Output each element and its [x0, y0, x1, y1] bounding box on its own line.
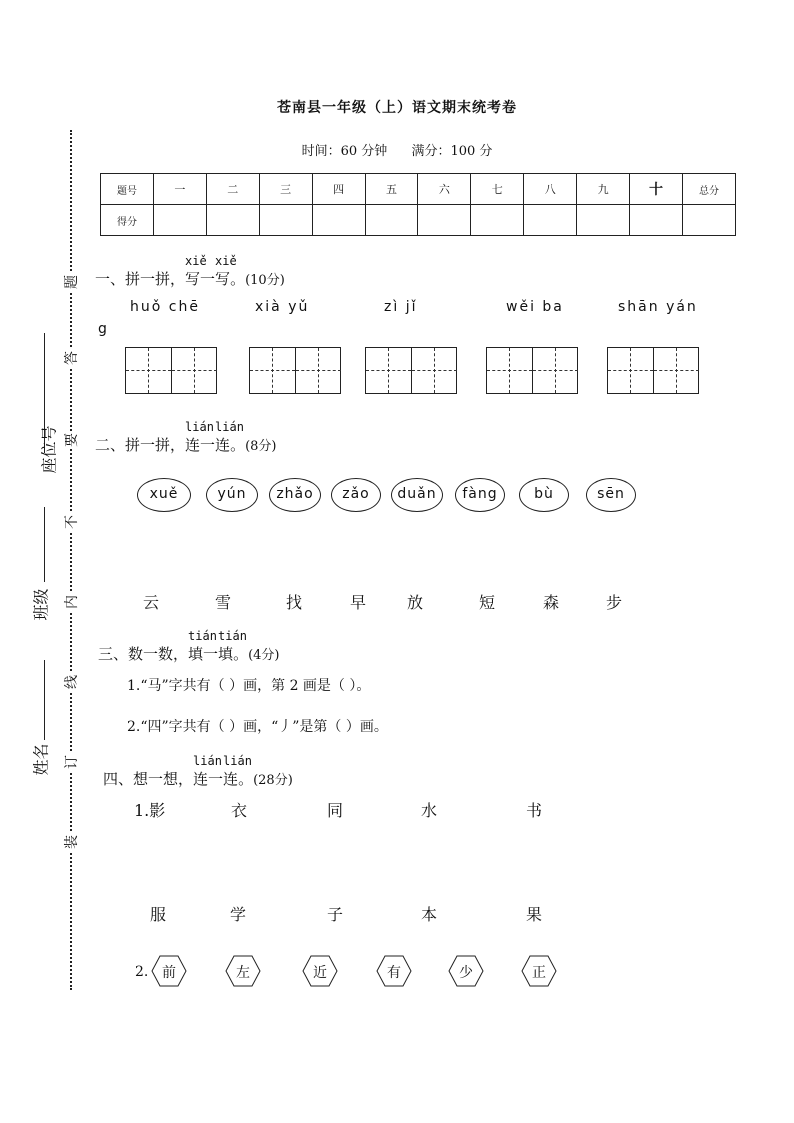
match-word-bottom[interactable]: 学	[229, 905, 246, 924]
binding-char: 答	[61, 349, 81, 367]
name-label: 姓名	[31, 743, 51, 776]
binding-char: 不	[61, 513, 81, 531]
pinyin-oval[interactable]: yún	[206, 478, 258, 512]
score-cell[interactable]	[577, 205, 630, 236]
hexagon-label: 左	[236, 965, 250, 981]
grid-cell[interactable]	[532, 348, 578, 393]
name-line[interactable]	[44, 660, 45, 740]
writing-grid[interactable]	[607, 347, 699, 394]
exam-total-score: 满分：100 分	[411, 144, 493, 159]
grid-cell[interactable]	[171, 348, 217, 393]
match-word-top[interactable]: 衣	[230, 801, 247, 820]
writing-grid[interactable]	[486, 347, 578, 394]
hexagon-char[interactable]	[448, 955, 484, 987]
binding-char: 题	[61, 273, 81, 291]
pinyin-group: shān yán	[618, 299, 698, 315]
grid-cell[interactable]	[411, 348, 457, 393]
page-title: 苍南县一年级（上）语文期末统考卷	[277, 100, 517, 116]
section1-heading: 一、拼一拼， xiě 写一 xiě 写。(10分)	[95, 254, 285, 288]
hanzi-target[interactable]: 找	[285, 593, 302, 612]
score-table-col-total: 总分	[682, 174, 735, 205]
score-table-score-row	[101, 205, 736, 236]
binding-char: 内	[61, 593, 81, 611]
pinyin-oval[interactable]: sēn	[586, 478, 636, 512]
hanzi-target[interactable]: 森	[542, 593, 559, 612]
score-table-row-label: 得分	[101, 205, 154, 236]
binding-line	[70, 130, 72, 990]
seat-number-label: 座位号	[39, 425, 59, 474]
grid-cell[interactable]	[250, 348, 295, 393]
score-cell[interactable]	[418, 205, 471, 236]
exam-info	[0, 140, 794, 159]
score-cell[interactable]	[312, 205, 365, 236]
pinyin-group: huǒ chē	[130, 299, 200, 315]
grid-cell[interactable]	[366, 348, 411, 393]
score-table-col: 六	[418, 174, 471, 205]
hexagon-label: 有	[387, 965, 401, 981]
score-table-col: 五	[365, 174, 418, 205]
pinyin-oval[interactable]: duǎn	[391, 478, 443, 512]
binding-char: 装	[61, 833, 81, 851]
pinyin-group: xià yǔ	[255, 299, 310, 315]
hexagon-label: 近	[313, 965, 327, 981]
grid-cell[interactable]	[295, 348, 341, 393]
score-table-row-label: 题号	[101, 174, 154, 205]
name-field	[18, 743, 58, 788]
hexagon-char[interactable]	[521, 955, 557, 987]
match-word-top[interactable]: 同	[326, 801, 343, 820]
match-word-bottom[interactable]: 本	[420, 905, 437, 924]
hexagon-label: 正	[532, 965, 546, 981]
binding-char: 线	[61, 673, 81, 691]
pinyin-group: zì jǐ	[384, 299, 418, 315]
hexagon-char[interactable]	[302, 955, 338, 987]
match-word-bottom[interactable]: 子	[326, 905, 343, 924]
match-word-bottom[interactable]: 果	[525, 905, 542, 924]
score-table-header-row	[101, 174, 736, 205]
grid-cell[interactable]	[126, 348, 171, 393]
pinyin-overflow: g	[98, 321, 109, 337]
hanzi-target[interactable]: 云	[142, 593, 159, 612]
score-cell[interactable]	[365, 205, 418, 236]
hanzi-target[interactable]: 雪	[214, 593, 231, 612]
pinyin-oval[interactable]: xuě	[137, 478, 191, 512]
score-cell[interactable]	[524, 205, 577, 236]
hexagon-char[interactable]	[225, 955, 261, 987]
section3-heading: 三、数一数， tián 填一 tián 填。(4分)	[98, 629, 280, 663]
pinyin-oval[interactable]: zǎo	[331, 478, 381, 512]
score-table-col: 四	[312, 174, 365, 205]
hexagon-label: 前	[162, 965, 176, 981]
binding-char: 订	[61, 753, 81, 771]
class-label: 班级	[31, 588, 51, 621]
score-table-col: 九	[577, 174, 630, 205]
match-word-bottom[interactable]: 服	[149, 905, 166, 924]
match-word-top[interactable]: 书	[525, 801, 542, 820]
score-cell[interactable]	[153, 205, 206, 236]
seat-number-field	[18, 425, 59, 478]
score-table	[100, 173, 736, 236]
score-table-col: 二	[206, 174, 259, 205]
score-table-col: 三	[259, 174, 312, 205]
section2-heading: 二、拼一拼， lián 连一 lián 连。(8分)	[95, 420, 277, 454]
hanzi-target[interactable]: 步	[605, 593, 622, 612]
grid-cell[interactable]	[608, 348, 653, 393]
section4-heading: 四、想一想， lián 连一 lián 连。(28分)	[103, 754, 293, 788]
writing-grid[interactable]	[365, 347, 457, 394]
score-cell[interactable]	[682, 205, 735, 236]
match-word-top[interactable]: 1.影	[134, 801, 166, 820]
hanzi-target[interactable]: 短	[478, 593, 495, 612]
class-line[interactable]	[44, 507, 45, 582]
score-table-col: 一	[153, 174, 206, 205]
hexagon-char[interactable]	[376, 955, 412, 987]
hanzi-target[interactable]: 放	[406, 593, 423, 612]
grid-cell[interactable]	[487, 348, 532, 393]
question-1: 1.“马”字共有（ ）画，第 2 画是（ ）。	[127, 678, 371, 694]
writing-grid[interactable]	[125, 347, 217, 394]
item-2-label: 2.	[135, 964, 149, 980]
score-table-col: 八	[524, 174, 577, 205]
pinyin-oval[interactable]: bù	[519, 478, 569, 512]
pinyin-oval[interactable]: fàng	[455, 478, 505, 512]
pinyin-oval[interactable]: zhǎo	[269, 478, 321, 512]
binding-char: 要	[61, 431, 81, 449]
hexagon-label: 少	[459, 965, 473, 981]
exam-time: 时间：60 分钟	[301, 144, 388, 159]
score-cell[interactable]	[259, 205, 312, 236]
pinyin-group: wěi ba	[506, 299, 564, 315]
match-word-top[interactable]: 水	[420, 801, 437, 820]
score-cell[interactable]	[630, 205, 683, 236]
score-cell[interactable]	[471, 205, 524, 236]
score-table-col: 七	[471, 174, 524, 205]
grid-cell[interactable]	[653, 348, 699, 393]
question-2: 2.“四”字共有（ ）画，“丿”是第（ ）画。	[127, 719, 388, 735]
hanzi-target[interactable]: 早	[349, 593, 366, 612]
class-field	[18, 588, 58, 633]
score-table-col: 十	[630, 174, 683, 205]
hexagon-char[interactable]	[151, 955, 187, 987]
writing-grid[interactable]	[249, 347, 341, 394]
score-cell[interactable]	[206, 205, 259, 236]
